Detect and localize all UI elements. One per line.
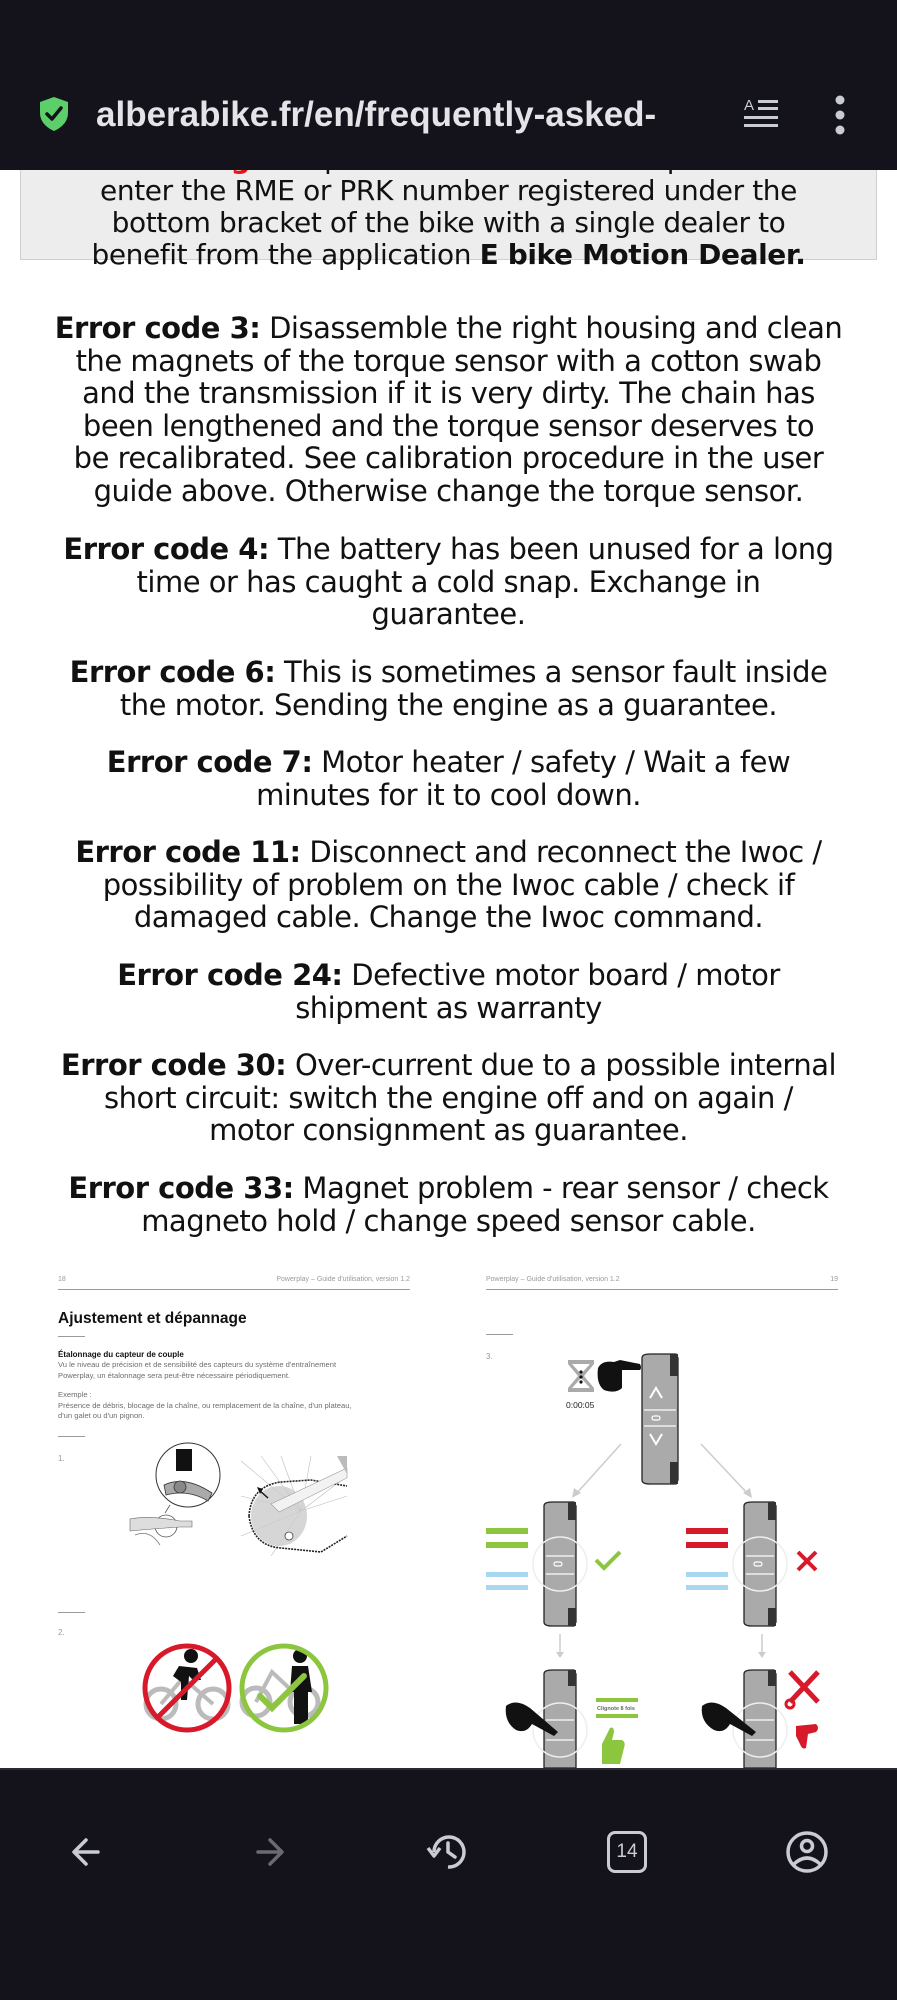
page-number: 19	[830, 1276, 838, 1283]
arrow-left-icon	[68, 1832, 108, 1872]
manual-page-18	[58, 1270, 410, 1768]
svg-text:A: A	[744, 97, 755, 114]
section-subtitle: Étalonnage du capteur de couple	[58, 1350, 184, 1359]
tabs-icon	[607, 1831, 647, 1873]
back-button[interactable]	[58, 1822, 118, 1882]
error-code-3: Error code 3: Disassemble the right housing and clean the magnets of the torque sensor with a cotton swab and the transmission if it is very dirty. The chain has been lengthened and the torque sensor deserves to be recalibrated. See calibration procedure in the user guide above. Otherwise change the torque sensor.	[54, 311, 843, 508]
history-icon	[426, 1830, 470, 1874]
tab-count: 14	[616, 1841, 638, 1862]
history-button[interactable]	[418, 1822, 478, 1882]
no-riding-sign-icon	[141, 1642, 233, 1734]
title-rule	[58, 1336, 85, 1337]
example-text: Exemple : Présence de débris, blocage de la chaîne, ou remplacement de la chaîne, d'un plateau, d'un galet ou d'un pignon.	[58, 1390, 352, 1420]
shield-check-icon[interactable]	[38, 96, 70, 132]
branch-arrows	[526, 1440, 796, 1500]
url-text[interactable]: alberabike.fr/en/frequently-asked-	[96, 95, 657, 134]
brake-lever-illustration	[130, 1445, 230, 1550]
url-fade	[690, 90, 720, 140]
step-rule	[486, 1334, 513, 1335]
web-content	[0, 170, 897, 1768]
header-rule	[58, 1289, 410, 1290]
chain-sprocket-illustration	[241, 1456, 347, 1556]
error-code-7: Error code 7: Motor heater / safety / Wait a few minutes for it to cool down.	[106, 745, 791, 812]
account-button[interactable]	[777, 1822, 837, 1882]
error-code-30: Error code 30: Over-current due to a possible internal short circuit: switch the engine off and on again / motor consignment as guarantee.	[60, 1048, 837, 1147]
step-number: 3.	[486, 1352, 493, 1361]
address-bar[interactable]	[0, 82, 897, 148]
step-rule	[58, 1612, 85, 1613]
warning-line-2: enter the RME or PRK number registered under the	[100, 174, 797, 207]
error-code-4: Error code 4: The battery has been unused for a long time or has caught a cold snap. Exchange in guarantee.	[63, 532, 834, 631]
hourglass-icon	[566, 1358, 596, 1394]
header-rule	[486, 1289, 838, 1290]
more-vert-icon[interactable]	[822, 92, 858, 138]
step-number: 2.	[58, 1628, 65, 1637]
page-number: 18	[58, 1276, 66, 1283]
account-icon	[785, 1830, 829, 1874]
browser-bottom-bar	[0, 1768, 897, 2000]
error-code-6: Error code 6: This is sometimes a sensor fault inside the motor. Sending the engine as a guarantee.	[69, 655, 828, 722]
forward-button[interactable]	[238, 1822, 298, 1882]
blink-label: Clignote 8 fois	[597, 1706, 635, 1712]
browser-top-bar	[0, 0, 897, 170]
reader-mode-icon[interactable]	[740, 94, 784, 136]
intro-text: Vu le niveau de précision et de sensibilité des capteurs du système d'entraînement Powerplay, un étalonnage sera peut-être nécessaire périodiquement.	[58, 1360, 337, 1380]
error-code-24: Error code 24: Defective motor board / motor shipment as warranty	[117, 958, 780, 1025]
down-arrows	[486, 1634, 838, 1660]
warning-line-3: bottom bracket of the bike with a single dealer to	[111, 206, 786, 239]
guide-title: Powerplay – Guide d'utilisation, version 1.2	[486, 1276, 620, 1283]
timer-label: 0:00:05	[566, 1400, 595, 1410]
calibration-failure-illustration	[686, 1500, 836, 1630]
step-number: 1.	[58, 1454, 65, 1463]
error-code-33: Error code 33: Magnet problem - rear sensor / check magneto hold / change speed sensor cable.	[68, 1171, 829, 1238]
blink-confirm-illustration	[486, 1668, 646, 1768]
warning-line-4: benefit from the application E bike Motion Dealer.	[91, 238, 806, 271]
page-header	[486, 1276, 838, 1283]
calibration-success-illustration	[486, 1500, 636, 1630]
arrow-right-icon	[248, 1832, 288, 1872]
tabs-button[interactable]	[597, 1822, 657, 1882]
step-rule	[58, 1436, 85, 1437]
page-header	[58, 1276, 410, 1283]
repair-required-illustration	[686, 1668, 836, 1768]
error-code-11: Error code 11: Disconnect and reconnect the Iwoc / possibility of problem on the Iwoc cable / check if damaged cable. Change the Iwoc command.	[75, 835, 822, 934]
section-title: Ajustement et dépannage	[58, 1310, 247, 1327]
manual-page-19	[486, 1270, 838, 1768]
guide-title: Powerplay – Guide d'utilisation, version 1.2	[276, 1276, 410, 1283]
walk-bike-sign-icon	[238, 1642, 330, 1734]
app-name: E bike Motion Dealer.	[479, 238, 806, 271]
